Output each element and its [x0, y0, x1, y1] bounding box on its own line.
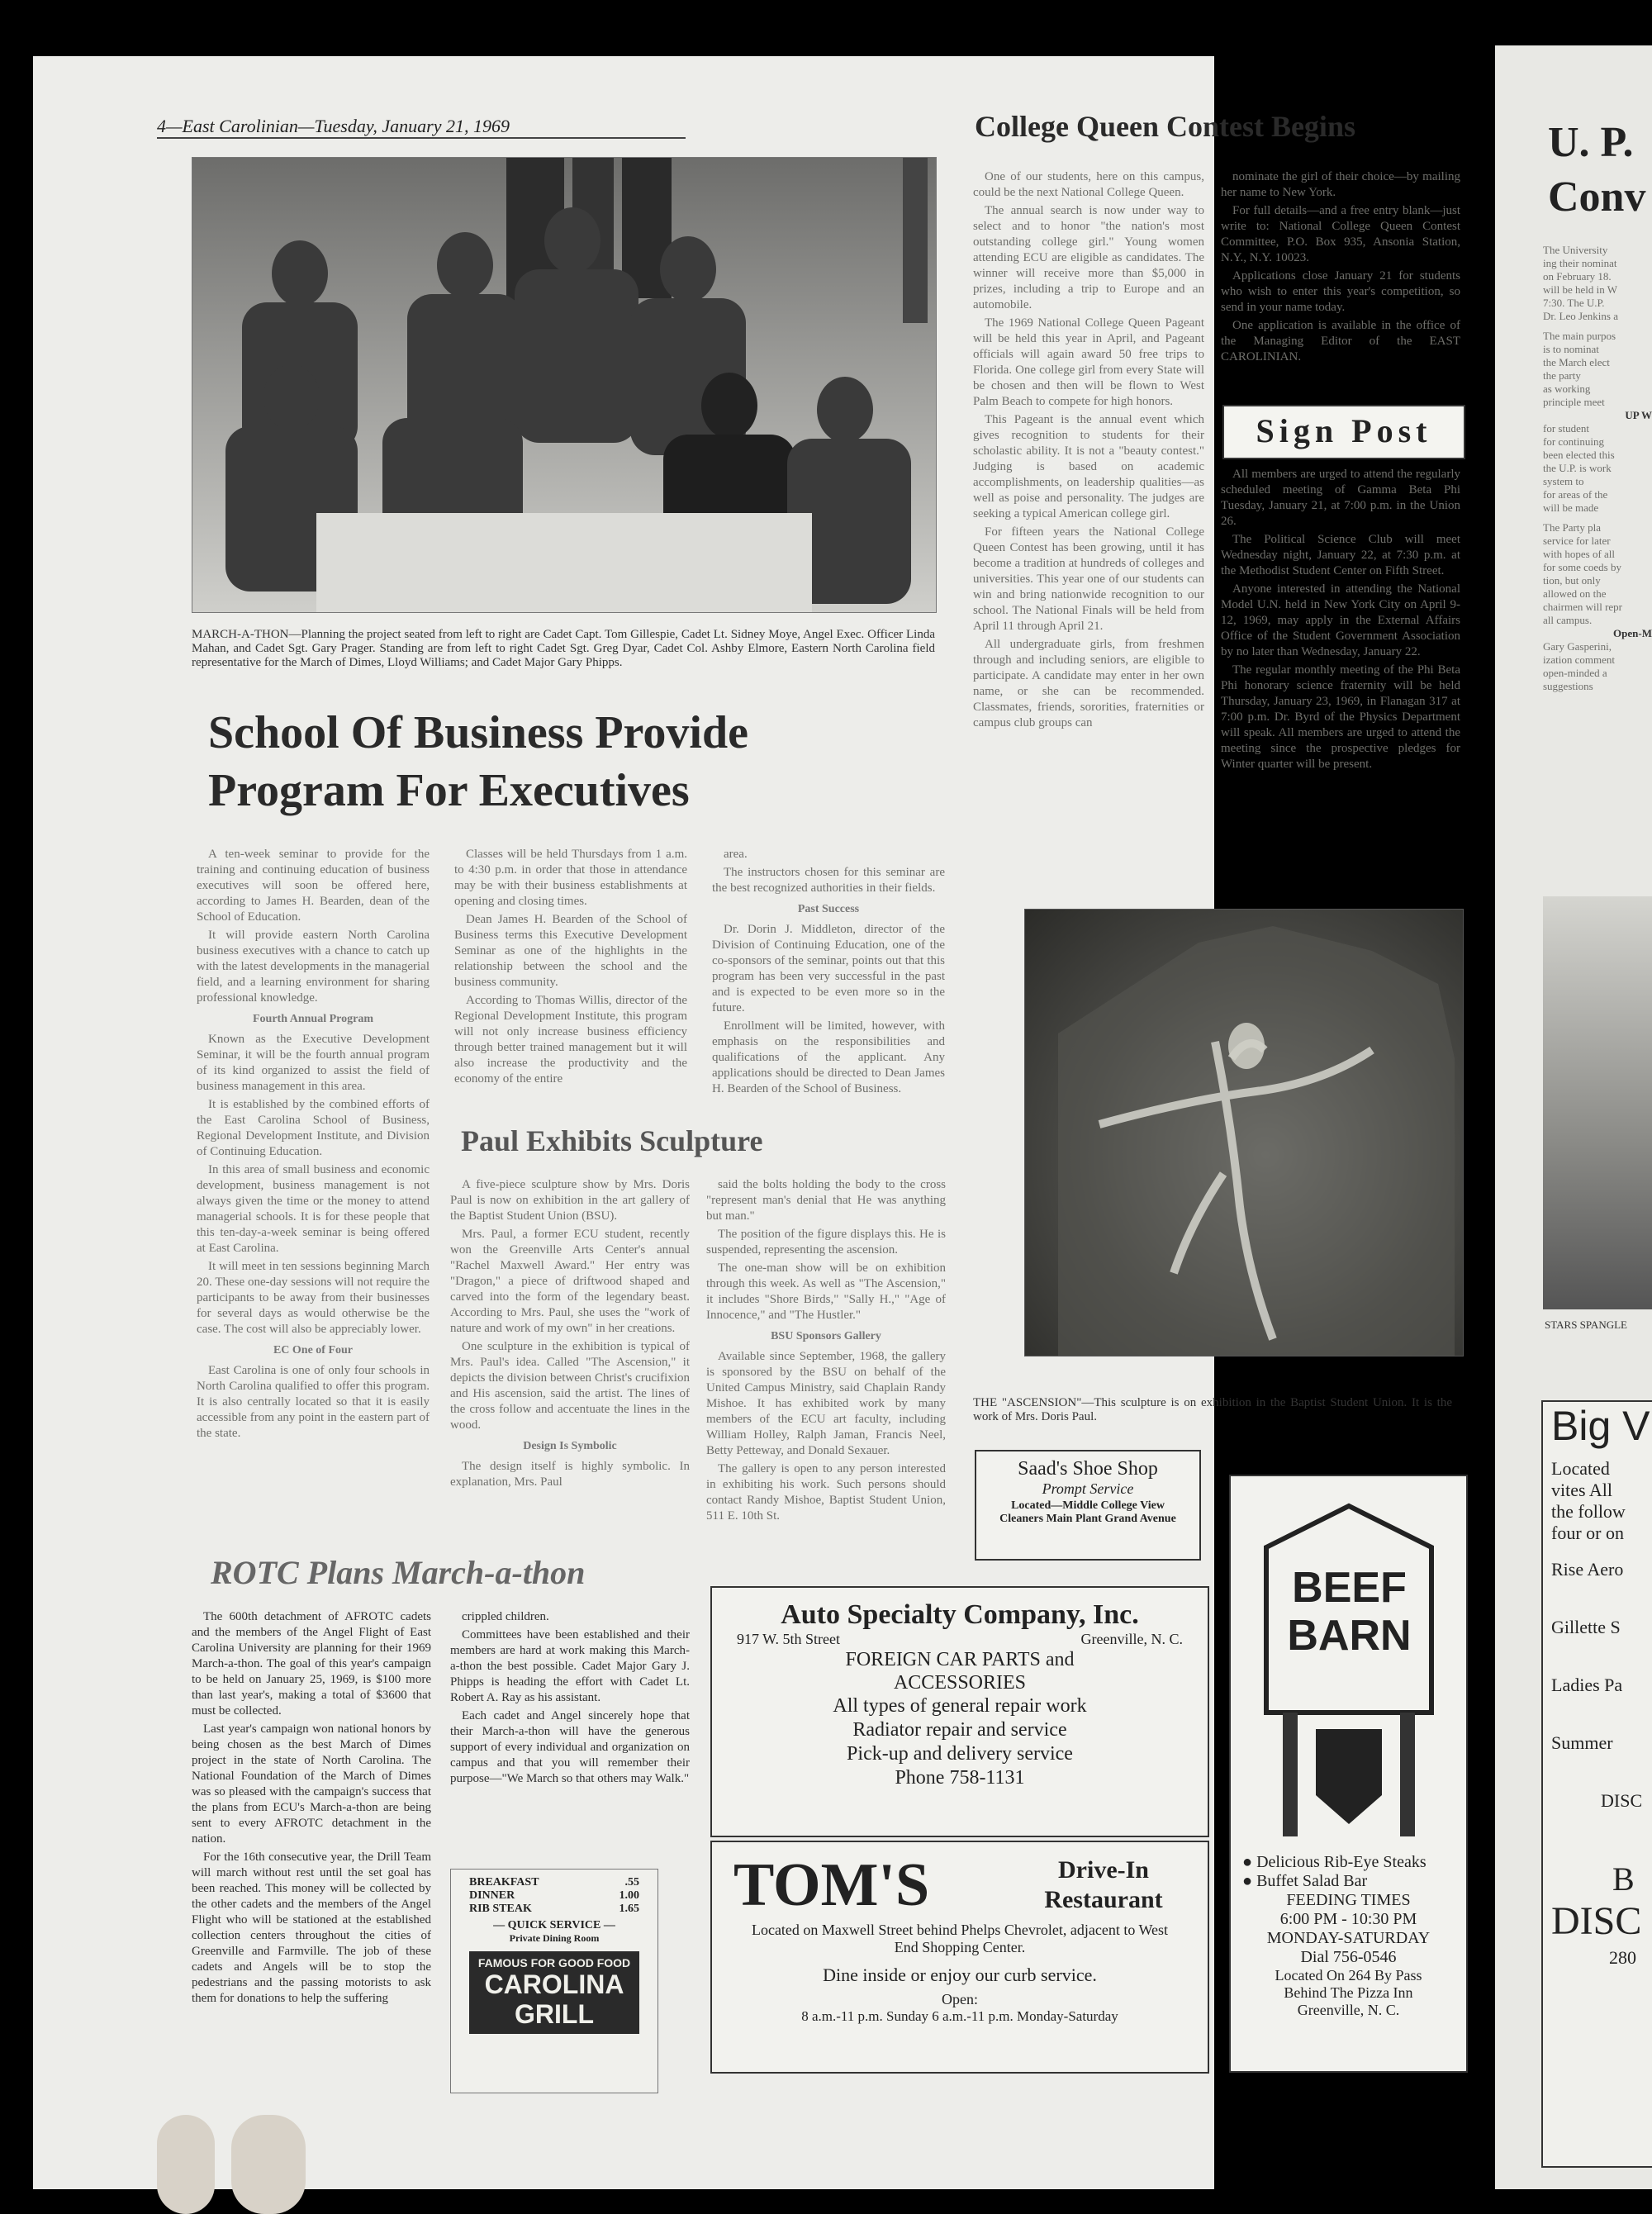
rotc-headline: ROTC Plans March-a-thon — [211, 1554, 586, 1591]
folio-line: 4—East Carolinian—Tuesday, January 21, 1969 — [157, 116, 510, 136]
beef-barn-sign — [1258, 1498, 1440, 1845]
signpost-col — [1221, 467, 1460, 905]
business-headline: School Of Business Provide Program For Executives — [208, 707, 748, 816]
business-paragraph: East Carolina is one of only four schools in North Carolina qualified to offer this program. It is also centrally located so that it is easily accessible from any point in the eastern part of the state. — [197, 1364, 430, 1440]
auto-name: Auto Specialty Company, Inc. — [781, 1599, 1139, 1630]
adjacent-line: as working — [1543, 382, 1591, 395]
queen-paragraph: For full details—and a free entry blank—just write to: National College Queen Contest Committee, P.O. Box 935, Ansonia Station, N.Y., N.Y. 10023. — [1221, 204, 1460, 264]
sculpture-paragraph: Mrs. Paul, a former ECU student, recently won the Greenville Arts Center's annual "Rachel Maxwell Award." Her entry was "Dragon," a piece of driftwood shaped and carved into the form of the legendary beast. According to Mrs. Paul, she uses the "work of nature and work of my own" in her creations. — [450, 1228, 690, 1335]
grill-menu-price: 1.00 — [619, 1889, 639, 1902]
adjacent-subhead: UP W — [1625, 409, 1652, 421]
saads-ad — [975, 1450, 1201, 1561]
adjacent-subhead: Open-M — [1613, 627, 1652, 639]
queen-paragraph: One application is available in the office of the Managing Editor of the EAST CAROLINIAN. — [1221, 319, 1460, 363]
toms-location: Located on Maxwell Street behind Phelps Chevrolet, adjacent to West End Shopping Center. — [751, 1922, 1169, 1955]
signpost-box — [1222, 405, 1465, 459]
adjacent-page — [1495, 45, 1652, 2189]
rotc-paragraph: Each cadet and Angel sincerely hope that their March-a-thon will have the generous support of every individual and organization on campus and that you will remember their purpose—"We March so that others may Walk." — [450, 1709, 690, 1785]
queen-col-2 — [1221, 169, 1460, 392]
adjacent-line: the March elect — [1543, 356, 1610, 368]
queen-headline: College Queen Contest Begins — [975, 110, 1355, 143]
saads-tagline: Prompt Service — [1042, 1480, 1134, 1497]
grill-menu-item: BREAKFAST — [469, 1876, 539, 1889]
adjacent-ad-line: Gillette S — [1551, 1617, 1621, 1637]
business-paragraph: It is established by the combined efforts of the East Carolina School of Business, Regional Development Institute, and Division of Continuing Education. — [197, 1098, 430, 1158]
rotc-paragraph: The 600th detachment of AFROTC cadets and the members of the Angel Flight of East Carolina University are planning for their 1969 March-a-thon. The goal of this year's campaign to be held on January 25, 1969, is $100 more than last year's, making a total of $3600 that must be collected. — [192, 1610, 431, 1718]
adjacent-photo-caption: STARS SPANGLE — [1545, 1318, 1627, 1331]
auto-specialty-ad — [710, 1586, 1209, 1837]
sculpture-subhead: BSU Sponsors Gallery — [771, 1330, 881, 1342]
rotc-photo — [192, 157, 937, 613]
sculpture-photo-caption: THE "ASCENSION"—This sculpture is on exhibition in the Baptist Student Union. It is the work of Mrs. Doris Paul. — [973, 1396, 1452, 1423]
saads-name: Saad's Shoe Shop — [1018, 1458, 1158, 1480]
adjacent-ad-line: 280 — [1609, 1947, 1636, 1968]
grill-menu-item: RIB STEAK — [469, 1903, 532, 1915]
adjacent-line: for some coeds by — [1543, 561, 1621, 573]
business-paragraph: In this area of small business and economic development, business management is not always given the time or the money to attend managerial schools. It is for these people that this ten-day-a-week seminar is being offered at East Carolina. — [197, 1163, 430, 1255]
signpost-item: The Political Science Club will meet Wednesday night, January 22, at 7:30 p.m. at the Methodist Student Center on Fifth Street. — [1221, 533, 1460, 577]
grill-logo — [469, 1951, 639, 2034]
adjacent-line: on February 18. — [1543, 270, 1612, 283]
signpost-headline: Sign Post — [1256, 412, 1432, 449]
sculpture-headline: Paul Exhibits Sculpture — [461, 1124, 763, 1157]
adjacent-line: ization comment — [1543, 653, 1616, 666]
beef-barn-times-label: FEEDING TIMES — [1286, 1891, 1411, 1909]
adjacent-line: system to — [1543, 475, 1584, 487]
auto-line1: FOREIGN CAR PARTS and ACCESSORIES — [845, 1649, 1075, 1694]
sculpture-paragraph: The design itself is highly symbolic. In explanation, Mrs. Paul — [450, 1460, 690, 1489]
beef-barn-days: MONDAY-SATURDAY — [1266, 1929, 1431, 1947]
business-paragraph: Dr. Dorin J. Middleton, director of the Division of Continuing Education, one of the co-sponsors of the seminar, points out that this program has been very successful in the past and is expected to be even more so in the future. — [712, 923, 945, 1014]
business-paragraph: It will meet in ten sessions beginning March 20. These one-day sessions will not require the participants to be away from their businesses for several days as would otherwise be the case. The cost will also be appreciably lower. — [197, 1260, 430, 1336]
bullet-icon: ● — [1242, 1853, 1257, 1871]
grill-service: — QUICK SERVICE — — [493, 1919, 615, 1931]
business-paragraph: Dean James H. Bearden of the School of Business terms this Executive Development Seminar as one of the highlights in the relationship between the school and the business community. — [454, 913, 687, 989]
toms-open-label: Open: — [942, 1991, 978, 2007]
adjacent-line: The Party pla — [1543, 521, 1602, 534]
sculpture-subhead: Design Is Symbolic — [523, 1440, 617, 1452]
adjacent-headline: U. P. Conv — [1548, 119, 1646, 221]
business-col-3 — [712, 847, 945, 1111]
toms-name: TOM'S — [733, 1851, 930, 1919]
business-paragraph: The instructors chosen for this seminar are the best recognized authorities in their fields. — [712, 866, 945, 895]
auto-phone: Phone 758-1131 — [895, 1767, 1025, 1789]
grill-room: Private Dining Room — [509, 1932, 600, 1944]
adjacent-line: will be made — [1543, 501, 1599, 514]
toms-hours: 8 a.m.-11 p.m. Sunday 6 a.m.-11 p.m. Monday-Saturday — [801, 2008, 1118, 2024]
adjacent-line: The main purpos — [1543, 330, 1616, 342]
bullet-icon: ● — [1242, 1872, 1257, 1890]
toms-kind: Drive-In Restaurant — [1044, 1856, 1163, 1913]
top-rule — [157, 137, 686, 139]
sculpture-paragraph: said the bolts holding the body to the cross "represent man's denial that He was anything but man." — [706, 1178, 946, 1223]
beef-barn-feature: Buffet Salad Bar — [1256, 1872, 1368, 1890]
rotc-photo-figures — [192, 158, 936, 612]
adjacent-line: Gary Gasperini, — [1543, 640, 1612, 653]
adjacent-ad-line: B — [1612, 1860, 1635, 1898]
business-col-2 — [454, 847, 687, 1111]
adjacent-line: been elected this — [1543, 449, 1615, 461]
adjacent-ad-line: the follow — [1551, 1501, 1626, 1522]
adjacent-line: is to nominat — [1543, 343, 1599, 355]
business-subhead: EC One of Four — [273, 1344, 354, 1356]
adjacent-ad-line: four or on — [1551, 1523, 1624, 1543]
adjacent-line: suggestions — [1543, 680, 1593, 692]
adjacent-line: service for later — [1543, 534, 1611, 547]
queen-paragraph: This Pageant is the annual event which gives recognition to students for their scholastic ability. It is not a "beauty contest." Judging is based on academic accomplishments, on leadership qualities—as well as poise and personality. The judges are seeking a typical American college girl. — [973, 413, 1204, 520]
business-subhead: Past Success — [797, 903, 860, 915]
business-paragraph: According to Thomas Willis, director of the Regional Development Institute, this program will not only increase business efficiency through better trained management but it will also increase the productivity and the economy of the entire — [454, 994, 687, 1086]
adjacent-line: will be held in W — [1543, 283, 1618, 296]
adjacent-ad-line: DISC — [1601, 1790, 1643, 1811]
queen-paragraph: The 1969 National College Queen Pageant will be held this year in April, and Pageant officials will again award 50 free trips to Florida. One college girl from every State will be chosen and then will be flown to West Palm Beach to compete for high honors. — [973, 316, 1204, 408]
auto-address: 917 W. 5th Street — [737, 1631, 840, 1647]
sculpture-paragraph: A five-piece sculpture show by Mrs. Doris Paul is now on exhibition in the art gallery of the Baptist Student Union (BSU). — [450, 1178, 690, 1223]
scanner-hand — [231, 2115, 306, 2214]
carolina-grill-ad — [450, 1869, 658, 2093]
grill-name: CAROLINA GRILL — [484, 1969, 624, 2029]
sculpture-figure — [1025, 910, 1463, 1356]
adjacent-ad-line: Summer — [1551, 1732, 1613, 1753]
adjacent-line: 7:30. The U.P. — [1543, 297, 1605, 309]
auto-line4: Pick-up and delivery service — [847, 1743, 1073, 1765]
rotc-paragraph: crippled children. — [462, 1610, 549, 1623]
adjacent-line: Dr. Leo Jenkins a — [1543, 310, 1618, 322]
business-paragraph: Enrollment will be limited, however, with emphasis on the responsibilities and qualifications of the applicant. Any applications should be directed to Dean James H. Bearden of the School of Business. — [712, 1019, 945, 1095]
rotc-photo-caption: MARCH-A-THON—Planning the project seated from left to right are Cadet Capt. Tom Gillespie, Cadet Lt. Sidney Moye, Angel Exec. Officer Linda Mahan, and Cadet Sgt. Gary Prager. Standing are from left to right Cadet Sgt. Greg Dyar, Cadet Col. Ashby Elmore, Eastern North Carolina field representative for the March of Dimes, Lloyd Williams; and Cadet Major Gary Phipps. — [192, 628, 935, 669]
adjacent-line: principle meet — [1543, 396, 1605, 408]
business-paragraph: It will provide eastern North Carolina business executives with a chance to catch up with the latest developments in the managerial field, and a learning environment for sharing professional knowledge. — [197, 929, 430, 1005]
adjacent-line: open-minded a — [1543, 667, 1607, 679]
sculpture-paragraph: The one-man show will be on exhibition through this week. As well as "The Ascension," it includes "Shore Birds," "Sally H.," "Age of Innocence," and "The Hustler." — [706, 1261, 946, 1322]
adjacent-photo — [1543, 896, 1652, 1309]
adjacent-line: tion, but only — [1543, 574, 1601, 587]
sculpture-paragraph: The gallery is open to any person interested in exhibiting his work. Such persons should contact Randy Mishoe, Baptist Student Union, 511 E. 10th St. — [706, 1462, 946, 1523]
rotc-paragraph: For the 16th consecutive year, the Drill Team will march without rest until the set goal has been reached. This money will be collected by the other cadets and the members of the Angel Flight who will be stationed at the established collection centers throughout the cities of Greenville and Farmville. The job of these cadets and Angels will be to stop the pedestrians and the passing motorists to ask them for donations to help the suffering — [192, 1851, 431, 2005]
beef-barn-feature: Delicious Rib-Eye Steaks — [1256, 1853, 1427, 1871]
signpost-item: Anyone interested in attending the National Model U.N. held in New York City on April 9-12, 1969, may apply in the External Affairs Office of the Student Government Association by no later than Wednesday, January 22. — [1221, 582, 1460, 658]
sculpture-col-1 — [450, 1177, 690, 1565]
adjacent-line: for student — [1543, 422, 1589, 435]
adjacent-line: all campus. — [1543, 614, 1593, 626]
grill-menu — [451, 1870, 657, 1951]
queen-paragraph: Applications close January 21 for students who wish to enter this year's competition, so send in your name today. — [1221, 269, 1460, 314]
rotc-paragraph: Committees have been established and their members are hard at work making this March-a-thon the best possible. Cadet Major Gary J. Phipps is heading the effort with Cadet Lt. Robert A. Ray as his assistant. — [450, 1628, 690, 1704]
grill-menu-item: DINNER — [469, 1889, 515, 1902]
queen-paragraph: nominate the girl of their choice—by mailing her name to New York. — [1221, 170, 1460, 199]
grill-menu-price: .55 — [624, 1876, 639, 1889]
business-paragraph: Classes will be held Thursdays from 1 a.m. to 4:30 p.m. in order that those in attendance may be with their business establishments at opening and closing times. — [454, 848, 687, 908]
sculpture-paragraph: Available since September, 1968, the gallery is sponsored by the BSU on behalf of the United Campus Ministry, said Chaplain Randy Mishoe. It has exhibited work by many members of the ECU art faculty, including William Holley, Ralph Jaman, Francis Neel, Betty Petteway, and Donald Sexauer. — [706, 1350, 946, 1457]
beef-barn-location: Located On 264 By Pass Behind The Pizza Inn Greenville, N. C. — [1275, 1967, 1422, 2018]
adjacent-line: the party — [1543, 369, 1581, 382]
scanner-hand — [157, 2115, 215, 2214]
sculpture-col-2 — [706, 1177, 946, 1565]
business-paragraph: area. — [724, 848, 748, 861]
signpost-item: All members are urged to attend the regularly scheduled meeting of Gamma Beta Phi Tuesday, January 21, at 7:00 p.m. in the Union 26. — [1221, 468, 1460, 528]
beef-barn-logo: BEEF BARN — [1287, 1564, 1412, 1660]
adjacent-ad-line: Rise Aero — [1551, 1559, 1624, 1580]
toms-ad — [710, 1841, 1209, 2074]
rotc-col-2 — [450, 1609, 690, 1849]
grill-menu-price: 1.65 — [619, 1903, 639, 1915]
business-col-1 — [197, 847, 430, 1524]
rotc-col-1 — [192, 1609, 431, 2179]
adjacent-col — [1543, 244, 1652, 693]
auto-line2: All types of general repair work — [833, 1695, 1087, 1717]
beef-barn-features — [1231, 1845, 1466, 1891]
adjacent-ad-line: Located — [1551, 1458, 1610, 1479]
adjacent-line: allowed on the — [1543, 587, 1607, 600]
queen-paragraph: The annual search is now under way to select and to honor "the nation's most outstanding college girl." Young women attending ECU are eligible as candidates. The winner will receive more than $5,000 in prizes, including a trip to Europe and an automobile. — [973, 204, 1204, 311]
adjacent-ad — [1541, 1400, 1652, 2168]
adjacent-line: for areas of the — [1543, 488, 1608, 501]
adjacent-ad-headline: Big V — [1551, 1403, 1650, 1449]
business-paragraph: Known as the Executive Development Seminar, it will be the fourth annual program of its kind organized to assist the field of business management in this area. — [197, 1033, 430, 1093]
sculpture-paragraph: One sculpture in the exhibition is typical of Mrs. Paul's idea. Called "The Ascension," it depicts the division between Christ's crucifixion and His ascension, said the artist. The lines of the cross follow and accentuate the lines in the wood. — [450, 1340, 690, 1432]
queen-paragraph: One of our students, here on this campus, could be the next National College Queen. — [973, 170, 1204, 199]
adjacent-ad-line: Ladies Pa — [1551, 1675, 1623, 1695]
sculpture-photo — [1024, 909, 1464, 1356]
adjacent-line: for continuing — [1543, 435, 1605, 448]
queen-col-1 — [973, 169, 1204, 888]
toms-slogan: Dine inside or enjoy our curb service. — [823, 1965, 1097, 1985]
adjacent-line: chairmen will repr — [1543, 601, 1623, 613]
queen-paragraph: All undergraduate girls, from freshmen through and including seniors, are eligible to participate. A candidate may enter in her own name, or she can be recommended. Classmates, friends, sororities, fraternities or campus club groups can — [973, 638, 1204, 729]
queen-paragraph: For fifteen years the National College Queen Contest has been growing, until it has become a tradition at hundreds of colleges and universities. This year one of our students can win and bring nationwide recognition to our school. The National Finals will be held from April 11 through April 21. — [973, 525, 1204, 633]
signpost-item: The regular monthly meeting of the Phi Beta Phi honorary science fraternity will be held Thursday, January 23, 1969, in Flanagan 317 at 7:00 p.m. Dr. Byrd of the Physics Department will speak. All members are urged to attend the meeting since the prospective pledges for Winter quarter will be present. — [1221, 663, 1460, 771]
rotc-paragraph: Last year's campaign won national honors by being chosen as the best March of Dimes project in the state of North Carolina. The National Foundation of the March of Dimes was so pleased with the campaign's success that the plans from ECU's March-a-thon are being sent to every AFROTC detachment in the nation. — [192, 1722, 431, 1846]
adjacent-ad-line: DISC — [1551, 1899, 1642, 1943]
sculpture-paragraph: The position of the figure displays this. He is suspended, representing the ascension. — [706, 1228, 946, 1257]
business-paragraph: A ten-week seminar to provide for the training and continuing education of business executives will soon be offered here, according to James H. Bearden, dean of the School of Education. — [197, 848, 430, 924]
auto-city: Greenville, N. C. — [1080, 1631, 1183, 1647]
beef-barn-ad — [1229, 1475, 1468, 2073]
adjacent-line: the U.P. is work — [1543, 462, 1612, 474]
beef-barn-hours: 6:00 PM - 10:30 PM — [1279, 1910, 1417, 1928]
saads-location: Located—Middle College View Cleaners Main Plant Grand Avenue — [999, 1499, 1176, 1525]
beef-barn-sign-shape — [1258, 1498, 1440, 1845]
adjacent-line: with hopes of all — [1543, 548, 1616, 560]
beef-barn-phone: Dial 756-0546 — [1300, 1948, 1397, 1966]
adjacent-line: ing their nominat — [1543, 257, 1617, 269]
adjacent-ad-line: vites All — [1551, 1480, 1612, 1500]
auto-line3: Radiator repair and service — [852, 1719, 1067, 1741]
grill-slogan: FAMOUS FOR GOOD FOOD — [477, 1956, 631, 1969]
adjacent-line: The University — [1543, 244, 1608, 256]
business-subhead: Fourth Annual Program — [253, 1013, 373, 1025]
